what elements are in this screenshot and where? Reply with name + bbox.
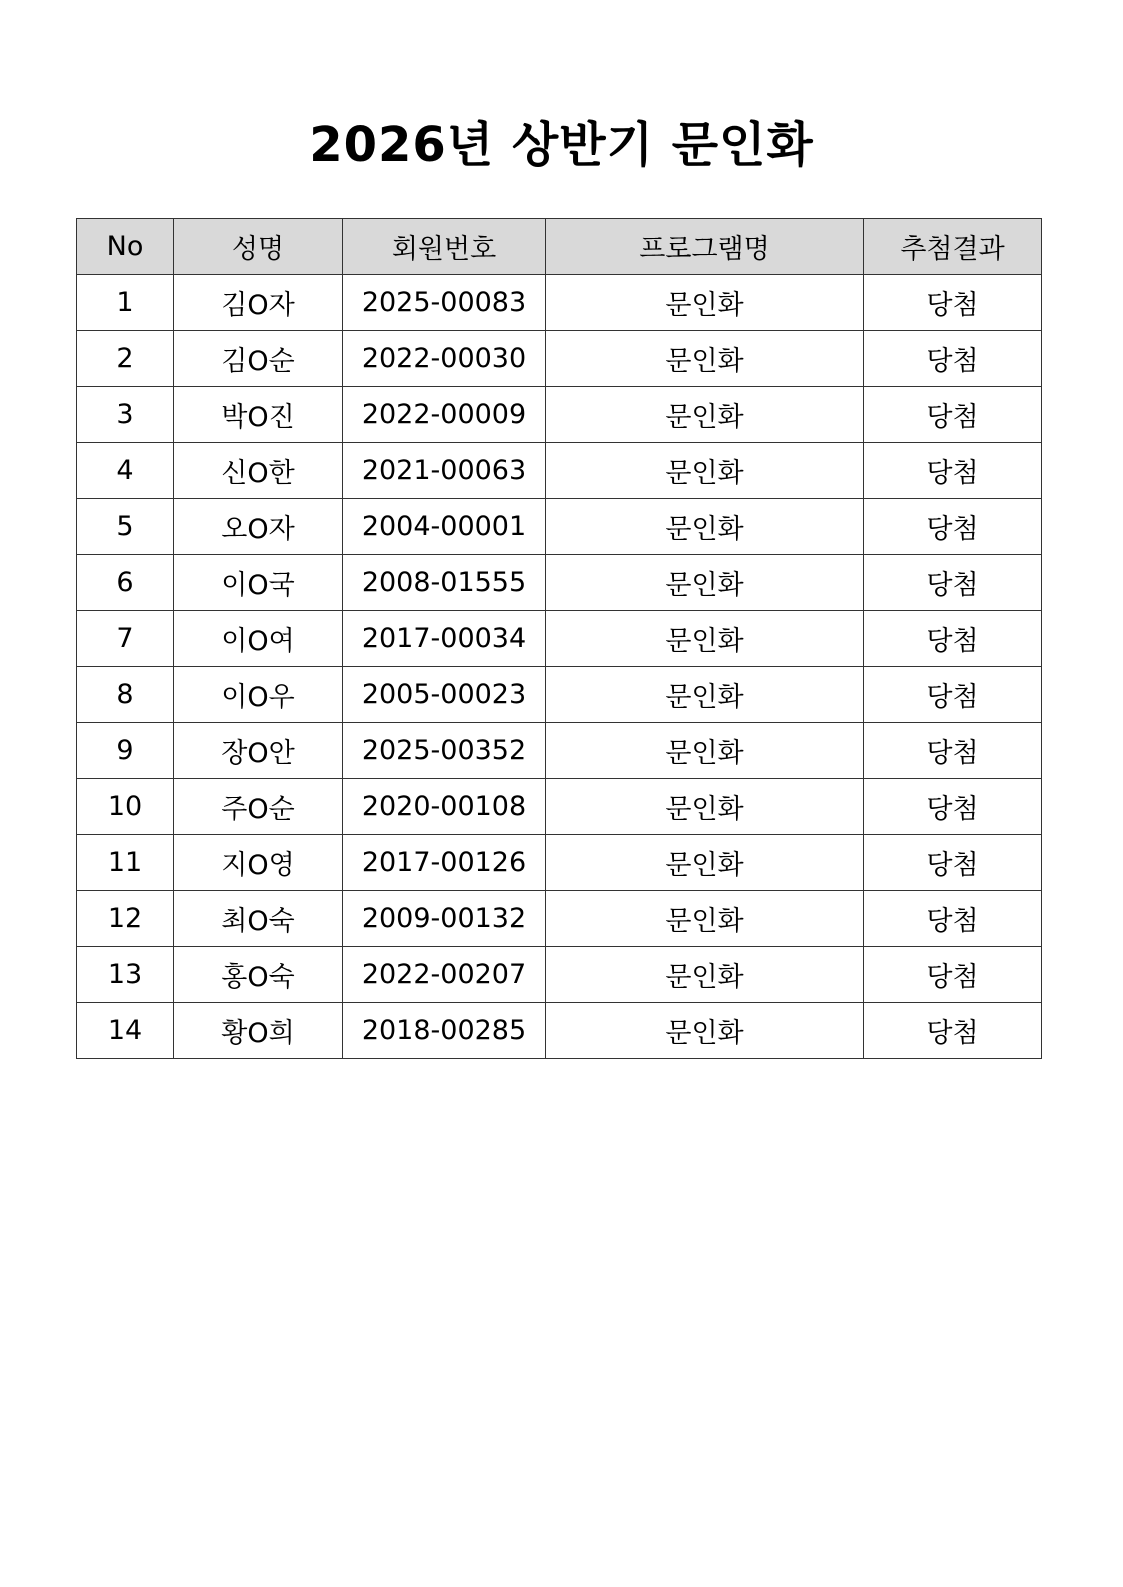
table-row [77,443,1042,499]
cell-member-number: 2005-00023 [343,667,546,723]
cell-member-number: 2018-00285 [343,1003,546,1059]
table-row [77,331,1042,387]
table-row [77,611,1042,667]
cell-no: 2 [77,331,174,387]
cell-no: 13 [77,947,174,1003]
table-row [77,947,1042,1003]
cell-name: 김O순 [174,331,343,387]
cell-name: 황O희 [174,1003,343,1059]
cell-name: 이O여 [174,611,343,667]
cell-no: 9 [77,723,174,779]
table-row [77,723,1042,779]
cell-no: 11 [77,835,174,891]
table-row [77,779,1042,835]
cell-program: 문인화 [546,331,864,387]
cell-result: 당첨 [864,555,1042,611]
cell-member-number: 2004-00001 [343,499,546,555]
cell-result: 당첨 [864,443,1042,499]
cell-name: 김O자 [174,275,343,331]
cell-member-number: 2009-00132 [343,891,546,947]
cell-member-number: 2022-00207 [343,947,546,1003]
cell-name: 홍O숙 [174,947,343,1003]
table-row [77,275,1042,331]
header-member-number: 회원번호 [343,219,546,275]
cell-member-number: 2020-00108 [343,779,546,835]
cell-member-number: 2022-00030 [343,331,546,387]
cell-name: 신O한 [174,443,343,499]
cell-program: 문인화 [546,387,864,443]
cell-name: 주O순 [174,779,343,835]
table-row [77,835,1042,891]
cell-program: 문인화 [546,555,864,611]
cell-result: 당첨 [864,499,1042,555]
cell-member-number: 2017-00034 [343,611,546,667]
cell-name: 장O안 [174,723,343,779]
table-row [77,1003,1042,1059]
cell-program: 문인화 [546,667,864,723]
cell-program: 문인화 [546,1003,864,1059]
cell-member-number: 2025-00352 [343,723,546,779]
cell-name: 최O숙 [174,891,343,947]
cell-program: 문인화 [546,275,864,331]
cell-program: 문인화 [546,499,864,555]
cell-program: 문인화 [546,891,864,947]
cell-no: 7 [77,611,174,667]
cell-program: 문인화 [546,611,864,667]
cell-result: 당첨 [864,667,1042,723]
cell-no: 3 [77,387,174,443]
header-no: No [77,219,174,275]
cell-name: 오O자 [174,499,343,555]
cell-name: 박O진 [174,387,343,443]
cell-name: 지O영 [174,835,343,891]
cell-result: 당첨 [864,723,1042,779]
cell-program: 문인화 [546,835,864,891]
table-header-row [77,219,1042,275]
cell-result: 당첨 [864,387,1042,443]
cell-result: 당첨 [864,835,1042,891]
cell-name: 이O우 [174,667,343,723]
cell-program: 문인화 [546,947,864,1003]
table-row [77,387,1042,443]
table-row [77,555,1042,611]
cell-member-number: 2017-00126 [343,835,546,891]
cell-result: 당첨 [864,779,1042,835]
cell-member-number: 2022-00009 [343,387,546,443]
header-name: 성명 [174,219,343,275]
cell-no: 8 [77,667,174,723]
header-program-name: 프로그램명 [546,219,864,275]
cell-result: 당첨 [864,1003,1042,1059]
cell-result: 당첨 [864,331,1042,387]
cell-result: 당첨 [864,891,1042,947]
cell-no: 10 [77,779,174,835]
cell-program: 문인화 [546,779,864,835]
lottery-result-table [76,218,1042,1059]
table-row [77,667,1042,723]
cell-program: 문인화 [546,443,864,499]
cell-program: 문인화 [546,723,864,779]
cell-result: 당첨 [864,611,1042,667]
cell-member-number: 2008-01555 [343,555,546,611]
page-title: 2026년 상반기 문인화 [309,117,814,174]
cell-name: 이O국 [174,555,343,611]
cell-result: 당첨 [864,947,1042,1003]
table-row [77,499,1042,555]
cell-no: 4 [77,443,174,499]
cell-no: 5 [77,499,174,555]
cell-member-number: 2025-00083 [343,275,546,331]
table-row [77,891,1042,947]
cell-no: 1 [77,275,174,331]
cell-result: 당첨 [864,275,1042,331]
cell-no: 14 [77,1003,174,1059]
cell-no: 12 [77,891,174,947]
header-draw-result: 추첨결과 [864,219,1042,275]
cell-no: 6 [77,555,174,611]
cell-member-number: 2021-00063 [343,443,546,499]
